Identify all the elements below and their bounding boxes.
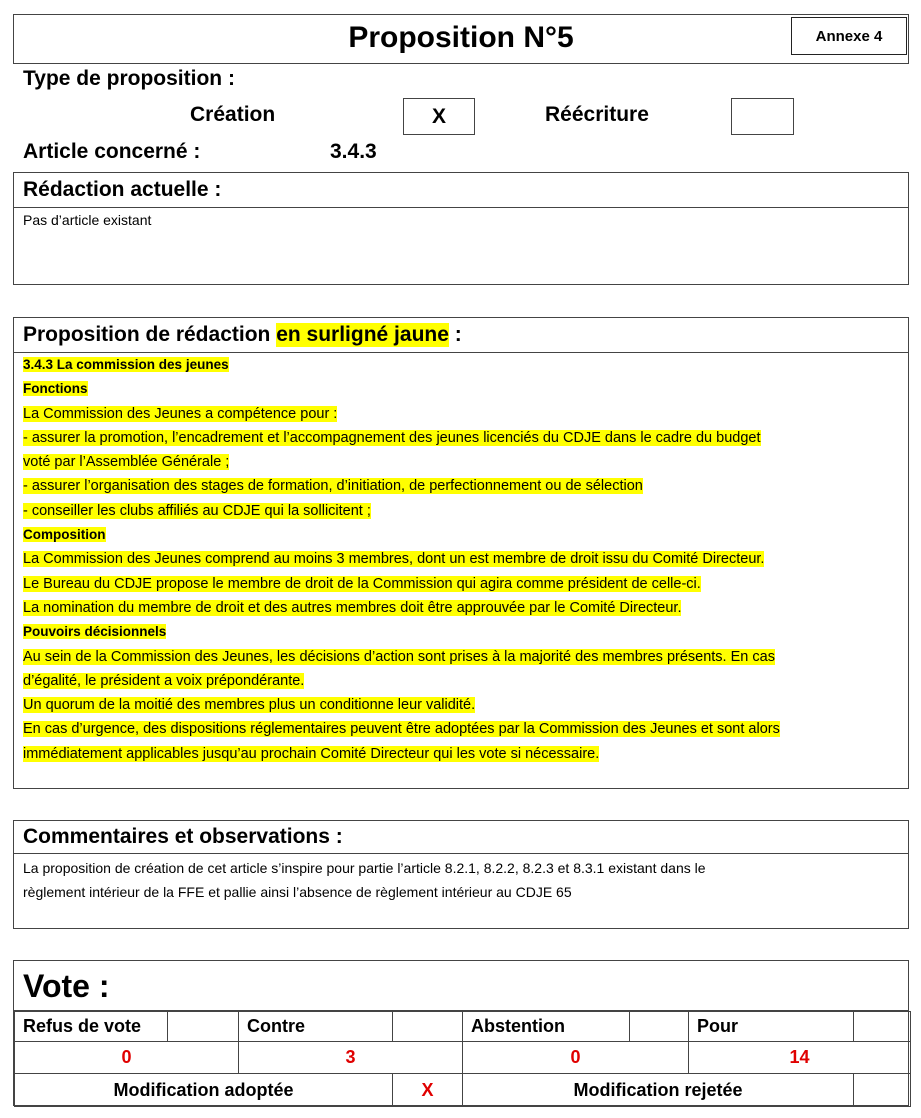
- proposal-line: - assurer l’organisation des stages de formation, d’initiation, de perfectionnement ou de sélection: [23, 478, 643, 495]
- contre-value: 3: [239, 1042, 463, 1074]
- article-value: 3.4.3: [330, 140, 377, 163]
- title-box: [13, 14, 909, 64]
- rewrite-label: Réécriture: [545, 103, 649, 126]
- type-label: Type de proposition :: [23, 67, 235, 90]
- proposal-line: immédiatement applicables jusqu’au prochain Comité Directeur qui les vote si nécessaire.: [23, 745, 600, 762]
- proposal-line: Fonctions: [23, 381, 88, 397]
- vote-table: [14, 1011, 911, 1107]
- current-section: [13, 172, 909, 285]
- refus-value: 0: [15, 1042, 239, 1074]
- proposal-line: - conseiller les clubs affiliés au CDJE qui la sollicitent ;: [23, 502, 371, 519]
- proposal-line: Composition: [23, 527, 106, 543]
- proposal-header-highlight: en surligné jaune: [276, 323, 449, 346]
- pour-value: 14: [689, 1042, 911, 1074]
- page-title: Proposition N°5: [348, 21, 574, 54]
- rejected-mark[interactable]: [854, 1074, 911, 1107]
- comments-body: [14, 854, 908, 907]
- current-text: Pas d’article existant: [23, 212, 152, 228]
- adopted-mark[interactable]: X: [393, 1074, 463, 1107]
- proposal-line: Pouvoirs décisionnels: [23, 624, 167, 640]
- proposal-line: voté par l’Assemblée Générale ;: [23, 454, 230, 471]
- proposal-line: - assurer la promotion, l’encadrement et l’accompagnement des jeunes licenciés du CDJE dans le cadre du budget: [23, 429, 761, 446]
- contre-label: Contre: [239, 1012, 393, 1042]
- refus-cell: [168, 1012, 239, 1042]
- proposal-header: [14, 318, 908, 353]
- comment-line: règlement intérieur de la FFE et pallie ainsi l’absence de règlement intérieur au CDJE 65: [23, 884, 572, 901]
- proposal-line: Au sein de la Commission des Jeunes, les décisions d’action sont prises à la majorité des membres présents. En cas: [23, 648, 775, 665]
- current-header: Rédaction actuelle :: [14, 173, 908, 208]
- abstention-label: Abstention: [463, 1012, 630, 1042]
- refus-label: Refus de vote: [15, 1012, 168, 1042]
- rejected-label: Modification rejetée: [463, 1074, 854, 1107]
- comment-line: La proposition de création de cet article s’inspire pour partie l’article 8.2.1, 8.2.2, 8.2.3 et 8.3.1 existant dans le: [23, 860, 706, 876]
- proposal-line: Un quorum de la moitié des membres plus un conditionne leur validité.: [23, 697, 476, 714]
- abstention-cell: [630, 1012, 689, 1042]
- pour-cell: [854, 1012, 911, 1042]
- proposal-section: [13, 317, 909, 789]
- proposal-line: La Commission des Jeunes a compétence pour :: [23, 405, 338, 422]
- comments-section: [13, 820, 909, 929]
- proposal-line: 3.4.3 La commission des jeunes: [23, 357, 229, 372]
- proposal-header-prefix: Proposition de rédaction: [23, 323, 277, 346]
- proposal-line: La Commission des Jeunes comprend au moins 3 membres, dont un est membre de droit issu du Comité Directeur.: [23, 551, 765, 568]
- proposal-header-suffix: :: [448, 323, 462, 346]
- adopted-label: Modification adoptée: [15, 1074, 393, 1107]
- vote-header: Vote :: [14, 961, 908, 1011]
- pour-label: Pour: [689, 1012, 854, 1042]
- proposal-line: La nomination du membre de droit et des autres membres doit être approuvée par le Comité Directeur.: [23, 599, 682, 616]
- contre-cell: [393, 1012, 463, 1042]
- comments-header: Commentaires et observations :: [14, 821, 908, 854]
- proposal-line: Le Bureau du CDJE propose le membre de droit de la Commission qui agira comme président de celle-ci.: [23, 575, 701, 592]
- proposal-line: d’égalité, le président a voix prépondérante.: [23, 672, 305, 689]
- vote-section: [13, 960, 909, 1106]
- creation-checkbox[interactable]: X: [403, 98, 475, 135]
- abstention-value: 0: [463, 1042, 689, 1074]
- proposal-body: [14, 353, 908, 766]
- article-label: Article concerné :: [23, 140, 201, 163]
- proposal-line: En cas d’urgence, des dispositions réglementaires peuvent être adoptées par la Commission des Jeunes et sont alors: [23, 721, 780, 738]
- creation-label: Création: [190, 103, 276, 126]
- annex-label: Annexe 4: [791, 17, 907, 55]
- rewrite-checkbox[interactable]: [731, 98, 794, 135]
